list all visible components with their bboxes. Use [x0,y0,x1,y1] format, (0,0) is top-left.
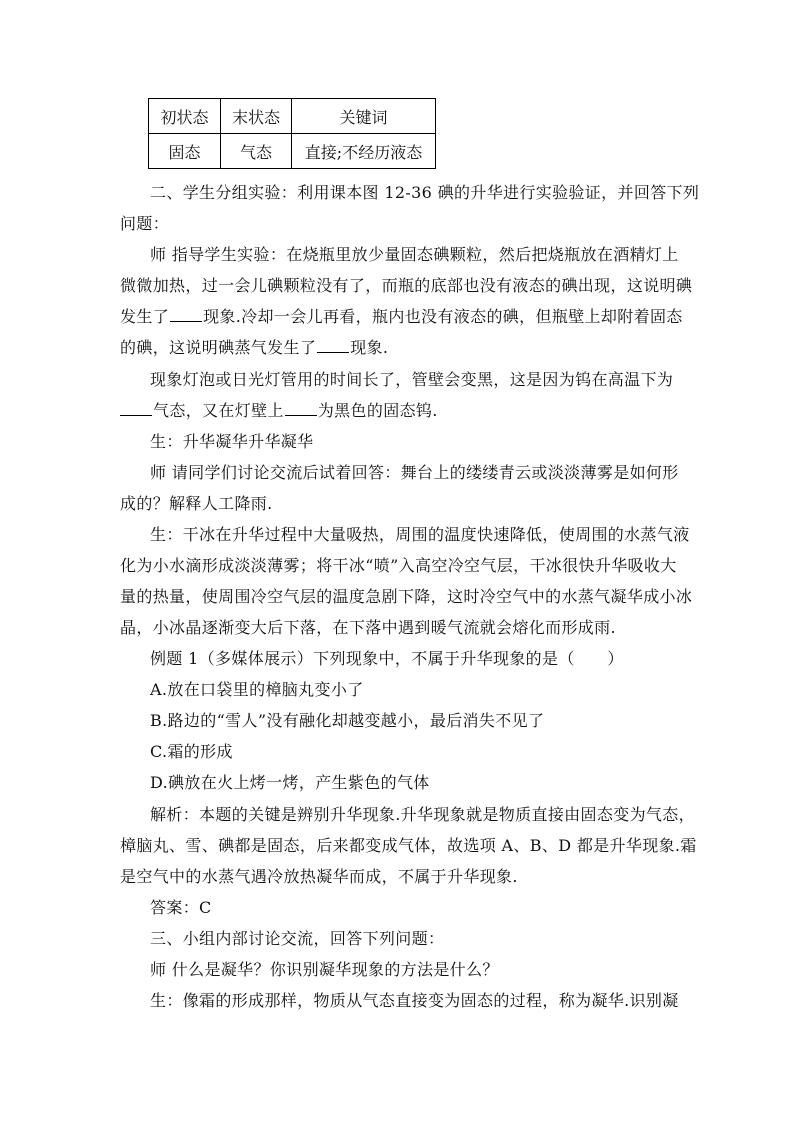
section-heading: 三、小组内部讨论交流，回答下列问题： [150,929,445,948]
paragraph-line: 是空气中的水蒸气遇冷放热凝华而成，不属于升华现象. [120,867,518,886]
text-run: 发生了 [120,307,170,326]
paragraph-line: 樟脑丸、雪、碘都是固态，后来都变成气体，故选项 A、B、D 都是升华现象.霜 [120,836,697,855]
paragraph-line: 生：像霜的形成那样，物质从气态直接变为固态的过程，称为凝华.识别凝 [150,991,679,1010]
paragraph-line [120,401,680,421]
table-cell: 直接;不经历液态 [292,134,436,169]
fill-blank [120,401,152,416]
paragraph-line: 问题： [120,214,170,233]
paragraph-line: 化为小水滴形成淡淡薄雾；将干冰“喷”入高空冷空气层，干冰很快升华吸收大 [120,556,677,575]
text-run: 的碘，这说明碘蒸气发生了 [120,338,317,357]
paragraph-line: 师 什么是凝华？你识别凝华现象的方法是什么？ [150,960,499,979]
paragraph-line: 量的热量，使周围冷空气层的温度急剧下降，这时冷空气中的水蒸气凝华成小冰 [120,587,693,606]
paragraph-line: 生：干冰在升华过程中大量吸热，周围的温度快速降低，使周围的水蒸气液 [150,525,690,544]
example-question: 例题 1（多媒体展示）下列现象中，不属于升华现象的是（ ） [150,649,624,668]
paragraph-line: 现象灯泡或日光灯管用的时间长了，管壁会变黑，这是因为钨在高温下为 [150,370,674,389]
option-c: C.霜的形成 [150,742,233,761]
table-row [149,134,436,169]
answer-line: 答案：C [150,898,212,917]
paragraph-line: 成的？解释人工降雨. [120,494,273,513]
paragraph-line [120,307,683,327]
text-run: 现象. [350,338,389,357]
section-heading: 二、学生分组实验：利用课本图 12-36 碘的升华进行实验验证，并回答下列 [150,183,700,202]
paragraph-line: 解析：本题的关键是辨别升华现象.升华现象就是物质直接由固态变为气态， [150,805,695,824]
table-header-cell: 末状态 [221,99,292,134]
text-run: 为黑色的固态钨. [317,401,438,420]
table-cell: 气态 [221,134,292,169]
fill-blank [317,338,349,353]
option-a: A.放在口袋里的樟脑丸变小了 [150,680,364,699]
paragraph-line: 师 请同学们讨论交流后试着回答：舞台上的缕缕青云或淡淡薄雾是如何形 [150,463,679,482]
table-header-cell: 关键词 [292,99,436,134]
paragraph-line: 师 指导学生实验：在烧瓶里放少量固态碘颗粒，然后把烧瓶放在酒精灯上 [150,245,679,264]
fill-blank [170,307,202,322]
text-run: 现象.冷却一会儿再看，瓶内也没有液态的碘，但瓶壁上却附着固态 [203,307,683,326]
state-change-table [148,98,436,169]
paragraph-line [120,338,680,358]
option-d: D.碘放在火上烤一烤，产生紫色的气体 [150,773,430,792]
table-header-cell: 初状态 [149,99,221,134]
paragraph-line: 微微加热，过一会儿碘颗粒没有了，而瓶的底部也没有液态的碘出现，这说明碘 [120,276,693,295]
text-run: 气态，又在灯壁上 [153,401,284,420]
paragraph-line: 晶，小冰晶逐渐变大后下落，在下落中遇到暖气流就会熔化而形成雨. [120,618,616,637]
table-header-row [149,99,436,134]
fill-blank [285,401,317,416]
option-b: B.路边的“雪人”没有融化却越变越小，最后消失不见了 [150,711,545,730]
table-cell: 固态 [149,134,221,169]
paragraph-line: 生：升华凝华升华凝华 [150,432,314,451]
